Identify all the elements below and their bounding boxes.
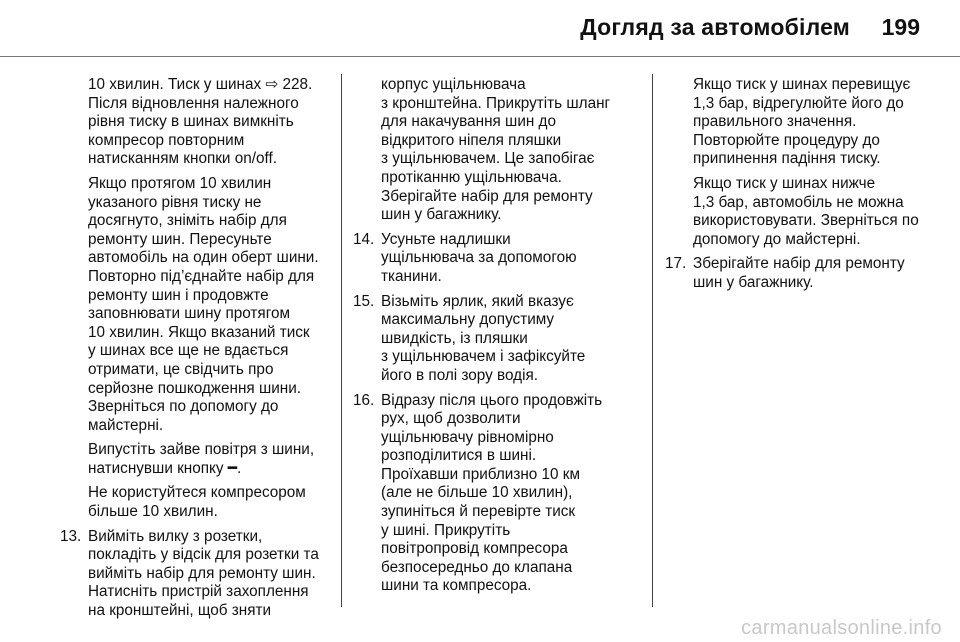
text-line: Якщо тиск у шинах нижче (693, 174, 876, 192)
text-line: отримати, це свідчить про (88, 360, 274, 378)
text-line: у шинах все ще не вдається (88, 342, 289, 360)
column-3 (665, 76, 930, 299)
text-line: правильного значення. (693, 113, 857, 131)
step-number: 13. (60, 527, 82, 545)
text-line: з ущільнювачем і зафіксуйте (381, 348, 586, 366)
text-line: вийміть набір для ремонту шин. (88, 564, 316, 582)
text-line: максимальну допустиму (381, 311, 555, 329)
text-line: Повторюйте процедуру до (693, 131, 880, 149)
text-line: більше 10 хвилин. (88, 503, 218, 521)
text-line: рух, щоб дозволити (381, 410, 521, 428)
text-line: повітропровід компресора (381, 540, 568, 558)
text-line: з ущільнювачем. Це запобігає (381, 150, 595, 168)
text-line: його в полі зору водія. (381, 366, 539, 384)
text-line: шин у багажнику. (381, 206, 502, 224)
column-1 (60, 76, 332, 627)
text-line: натисканням кнопки on/off. (88, 150, 277, 168)
column-divider (652, 74, 653, 607)
step-number: 15. (353, 292, 375, 310)
header-rule (0, 56, 960, 57)
text-line: (але не більше 10 хвилин), (381, 484, 573, 502)
list-item (60, 528, 332, 621)
text-line: натиснувши кнопку ━. (88, 459, 242, 477)
text-line: ремонту шин і продовжте (88, 286, 269, 304)
text-line: відкритого ніпеля пляшки (381, 131, 562, 149)
paragraph (60, 484, 332, 521)
step-number: 16. (353, 391, 375, 409)
text-line: Проїхавши приблизно 10 км (381, 465, 581, 483)
text-line: ремонту шин. Пересуньте (88, 230, 272, 248)
text-line: 10 хвилин. Тиск у шинах ⇨ 228. (88, 76, 313, 93)
text-line: заповнювати шину протягом (88, 305, 290, 323)
text-line: майстерні. (88, 416, 164, 434)
text-line: Зверніться по допомогу до (88, 398, 279, 416)
text-line: Вийміть вилку з розетки, (88, 527, 263, 545)
page-number: 199 (881, 14, 920, 40)
paragraph (60, 76, 332, 169)
text-line: припинення падіння тиску. (693, 150, 881, 168)
paragraph (60, 441, 332, 478)
paragraph (665, 76, 930, 169)
text-line: ущільнювачу рівномірно (381, 428, 554, 446)
text-line: досягнуто, зніміть набір для (88, 212, 287, 230)
text-line: 1,3 бар, автомобіль не можна (693, 193, 904, 211)
text-line: для накачування шин до (381, 113, 556, 131)
text-line: Після відновлення належного (88, 94, 299, 112)
text-line: шин у багажнику. (693, 273, 814, 291)
text-line: швидкість, із пляшки (381, 329, 528, 347)
paragraph (353, 76, 625, 225)
watermark: carmanualsonline.info (741, 617, 942, 639)
column-2 (353, 76, 625, 602)
text-line: серйозне пошкодження шини. (88, 379, 302, 397)
text-line: компресор повторним (88, 131, 245, 149)
column-divider (341, 74, 342, 607)
step-number: 17. (665, 255, 687, 273)
text-line: використовувати. Зверніться по (693, 212, 919, 230)
paragraph (665, 175, 930, 249)
text-line: шини та компресора. (381, 577, 532, 595)
text-line: Якщо тиск у шинах перевищує (693, 76, 911, 93)
text-line: корпус ущільнювача (381, 76, 526, 93)
text-line: 10 хвилин. Якщо вказаний тиск (88, 323, 310, 341)
text-line: Відразу після цього продовжіть (381, 391, 603, 409)
text-line: покладіть у відсік для розетки та (88, 546, 319, 564)
text-line: зупиніться й перевірте тиск (381, 503, 576, 521)
page-title: Догляд за автомобілем (580, 14, 850, 40)
list-item (353, 231, 625, 287)
text-line: Повторно під’єднайте набір для (88, 267, 315, 285)
text-line: на кронштейні, щоб зняти (88, 602, 272, 620)
text-line: безпосередньо до клапана (381, 558, 573, 576)
text-line: указаного рівня тиску не (88, 193, 262, 211)
text-line: допомогу до майстерні. (693, 230, 861, 248)
text-line: тканини. (381, 267, 442, 285)
text-line: протіканню ущільнювача. (381, 168, 562, 186)
text-line: з кронштейна. Прикрутіть шланг (381, 94, 611, 112)
list-item (353, 293, 625, 386)
text-line: рівня тиску в шинах вимкніть (88, 113, 294, 131)
text-line: Якщо протягом 10 хвилин (88, 174, 272, 192)
step-number: 14. (353, 230, 375, 248)
text-line: Випустіть зайве повітря з шини, (88, 441, 315, 459)
text-line: розподілитися в шині. (381, 447, 537, 465)
paragraph (60, 175, 332, 435)
text-line: ущільнювача за допомогою (381, 249, 577, 267)
list-item (353, 392, 625, 597)
text-line: Усуньте надлишки (381, 230, 511, 248)
text-line: 1,3 бар, відрегулюйте його до (693, 94, 904, 112)
list-item (665, 255, 930, 292)
text-line: Зберігайте набір для ремонту (381, 187, 593, 205)
text-line: Візьміть ярлик, який вказує (381, 292, 574, 310)
text-line: Не користуйтеся компресором (88, 484, 306, 502)
text-line: Зберігайте набір для ремонту (693, 255, 905, 273)
text-line: у шині. Прикрутіть (381, 521, 511, 539)
text-line: Натисніть пристрій захоплення (88, 583, 309, 601)
text-line: автомобіль на один оберт шини. (88, 249, 319, 267)
